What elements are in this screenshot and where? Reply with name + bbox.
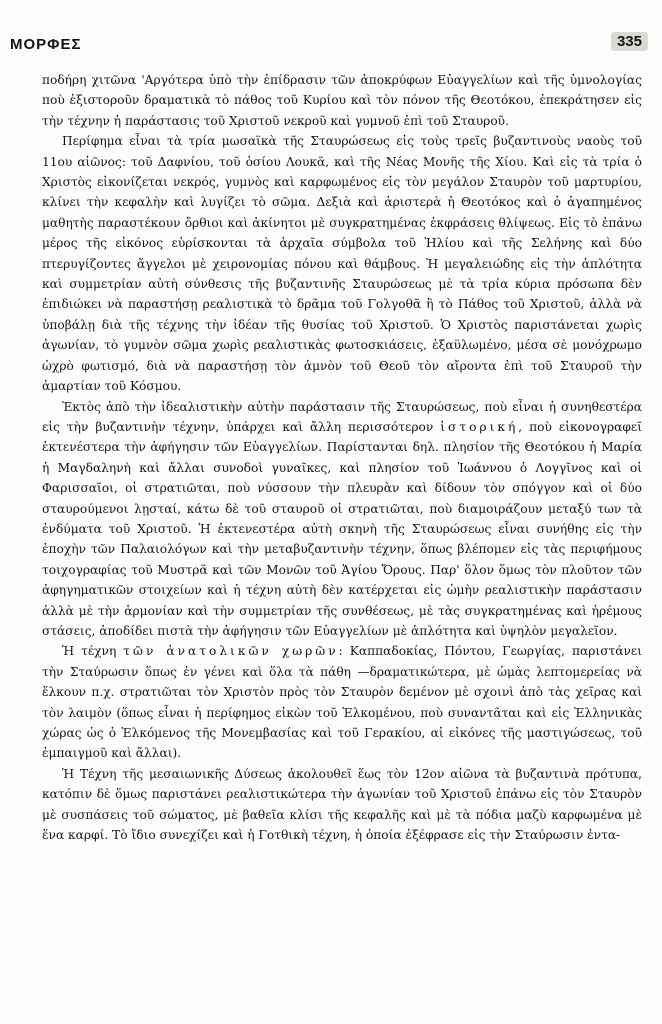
page-number: 335	[611, 32, 648, 51]
paragraph-4-text-after: : Καππαδοκίας, Πόντου, Γεωργίας, παριστάνει τὴν Σταύρωσιν ὅπως ἐν γένει καὶ ὅλα τὰ πάθη —δραματικώτερα, μὲ ὠμὰς λεπτομερείας νὰ ἕλκουν π.χ. στρατιῶται τὸν Χριστὸν πρὸς τὸν Σταυρὸν δεμένον μὲ σχοινὶ ἀπὸ τὰς χεῖρας καὶ τὸν λαιμὸν (ὅπως εἶναι ἡ περίφημος εἰκὼν τοῦ Ἑλκομένου, ποὺ συναντᾶται καὶ εἰς Ἑλληνικὰς χώρας ὡς ὁ Ἑλκόμενος τῆς Μονεμβασίας καὶ τοῦ Γερακίου, αἱ εἰκόνες τῆς μαστιγώσεως, τοῦ ἐμπαιγμοῦ καὶ ἄλλαι).	[42, 644, 642, 761]
paragraph-3	[42, 397, 642, 642]
paragraph-3-spaced-term: ἱστορική	[440, 419, 519, 434]
paragraph-1: ποδήρη χιτῶνα 'Αργότερα ὑπὸ τὴν ἐπίδρασιν τῶν ἀποκρύφων Εὐαγγελίων καὶ τῆς ὑμνολογίας ποὺ ἐξιστοροῦν δραματικὰ τὸ πάθος τοῦ Κυρίου καὶ τὸν πόνον τῆς Θεοτόκου, ἐπεκράτησεν εἰς τὴν τέχνην ἡ παράστασις τοῦ Χριστοῦ νεκροῦ καὶ γυμνοῦ ἐπὶ τοῦ Σταυροῦ.	[42, 73, 642, 128]
paragraph-5: Ἡ Τέχνη τῆς μεσαιωνικῆς Δύσεως ἀκολουθεῖ ἕως τὸν 12ον αἰῶνα τὰ βυζαντινὰ πρότυπα, κατόπιν δὲ ὅμως παριστάνει ρεαλιστικώτερα τὴν ἀγωνίαν τοῦ Χριστοῦ ἐπάνω εἰς τὸν Σταυρὸν μὲ συσπάσεις τοῦ σώματος, μὲ βαθεῖα κλίσι τῆς κεφαλῆς καὶ μὲ τὰ πόδια μαζὺ καρφωμένα μὲ ἕνα καρφί. Τὸ ἴδιο συνεχίζει καὶ ἡ Γοτθικὴ τέχνη, ἡ ὁποία ἐξέφρασε εἰς τὴν Σταύρωσιν ἐντα-	[42, 766, 642, 843]
paragraph-4-spaced-term: τῶν ἀνατολικῶν χωρῶν	[123, 644, 339, 659]
paragraph-3-text-before: Ἐκτὸς ἀπὸ τὴν ἰδεαλιστικὴν αὐτὴν παράστασιν τῆς Σταυρώσεως, ποὺ εἶναι ἡ συνηθεστέρα εἰς τὴν βυζαντινὴν τέχνην, ὑπάρχει καὶ ἄλλη περισσότερον	[42, 399, 642, 434]
paragraph-4-text-before: Ἡ τέχνη	[62, 644, 124, 659]
running-title: ΜΟΡΦΕΣ	[10, 36, 82, 53]
body-text	[42, 70, 642, 845]
paragraph-2: Περίφημα εἶναι τὰ τρία μωσαϊκὰ τῆς Σταυρώσεως εἰς τοὺς τρεῖς βυζαντινοὺς ναοὺς τοῦ 11ου αἰῶνος: τοῦ Δαφνίου, τοῦ ὁσίου Λουκᾶ, καὶ τῆς Νέας Μονῆς τῆς Χίου. Καὶ εἰς τὰ τρία ὁ Χριστὸς εἰκονίζεται νεκρός, γυμνὸς καὶ καρφωμένος εἰς τὸν μεγάλον Σταυρὸν τοῦ μαρτυρίου, κλίνει τὴν κεφαλὴν καὶ λυγίζει τὸ σῶμα. Δεξιὰ καὶ ἀριστερὰ ἡ Θεοτόκος καὶ ὁ ἀγαπημένος μαθητὴς παραστέκουν ὄρθιοι καὶ ἀκίνητοι μὲ συγκρατημένας ἐκφράσεις θλίψεως. Εἰς τὸ ἐπάνω μέρος τῆς εἰκόνος εὑρίσκονται τὰ ἀρχαῖα σύμβολα τοῦ Ἡλίου καὶ τῆς Σελήνης καὶ δύο πτερυγίζοντες ἄγγελοι μὲ χειρονομίας πόνου καὶ θάμβους. Ἡ μεγαλειώδης εἰς τὴν ἁπλότητα καὶ συμμετρίαν αὐτὴ σύνθεσις τῆς βυζαντινῆς Σταυρώσεως μὲ τὰ τρία κύρια πρόσωπα δὲν ἐπιδιώκει νὰ παραστήσῃ ρεαλιστικὰ τὸ δρᾶμα τοῦ Γολγοθᾶ ἢ τὸ Πάθος τοῦ Χριστοῦ, ἀλλὰ νὰ ὑποβάλῃ διὰ τῆς τέχνης τὴν ἰδέαν τῆς θυσίας τοῦ Χριστοῦ. Ὁ Χριστὸς παριστάνεται χωρὶς ἀγωνίαν, τὸ γυμνὸν σῶμα χωρὶς ρεαλιστικὰς φωτοσκιάσεις, ἐξαϋλωμένο, μέσα σὲ μονόχρωμο ὠχρὸ φωτισμό, διὰ νὰ παραστήσῃ τὸν ἀμνὸν τοῦ Θεοῦ τὸν αἴροντα ἐπὶ τοῦ Σταυροῦ τὴν ἁμαρτίαν τοῦ Κόσμου.	[42, 134, 642, 394]
paragraph-3-text-after: , ποὺ εἰκονογραφεῖ ἐκτενέστερα τὴν ἀφήγησιν τῶν Εὐαγγελίων. Παρίστανται δηλ. πλησίον τῆς Θεοτόκου ἡ Μαρία ἡ Μαγδαληνὴ καὶ ἄλλαι συνοδοὶ γυναῖκες, καὶ πλησίον τοῦ Ἰωάννου ὁ Λογγῖνος καὶ οἱ Φαρισσαῖοι, οἱ στρατιῶται, ποὺ νύσσουν τὴν πλευρὰν καὶ δίδουν τὸν σπόγγον καὶ οἱ δύο σταυρούμενοι λῃσταί, κάτω δὲ τοῦ σταυροῦ οἱ στρατιῶται, ποὺ διαμοιράζουν μεταξύ των τὰ ἐνδύματα τοῦ Χριστοῦ. Ἡ ἐκτενεστέρα αὐτὴ σκηνὴ τῆς Σταυρώσεως εἶναι συνήθης εἰς τὴν ἐποχὴν τῶν Παλαιολόγων καὶ τὴν μεταβυζαντινὴν τέχνην, ὅπως βλέπομεν εἰς τὰς περιφήμους τοιχογραφίας τοῦ Μυστρᾶ καὶ τῶν Μονῶν τοῦ Ἁγίου Ὄρους. Παρ' ὅλον ὅμως τὸν πλοῦτον τῶν ἀφηγηματικῶν στοιχείων καὶ ἡ τέχνη αὐτὴ δὲν κατέρχεται εἰς ὠμὴν ρεαλιστικὴν παράστασιν ἀλλὰ μὲ τὴν ἁρμονίαν καὶ τὴν συμμετρίαν τῆς συνθέσεως, μὲ τὰς συγκρατημένας καὶ ἠρέμους στάσεις, ἀποδίδει πιστὰ τὴν ἀφήγησιν τῶν Εὐαγγελίων μὲ ἁπλότητα καὶ ὑψηλὸν μεγαλεῖον.	[42, 419, 643, 638]
paragraph-4	[42, 641, 642, 763]
page-header	[10, 33, 648, 60]
